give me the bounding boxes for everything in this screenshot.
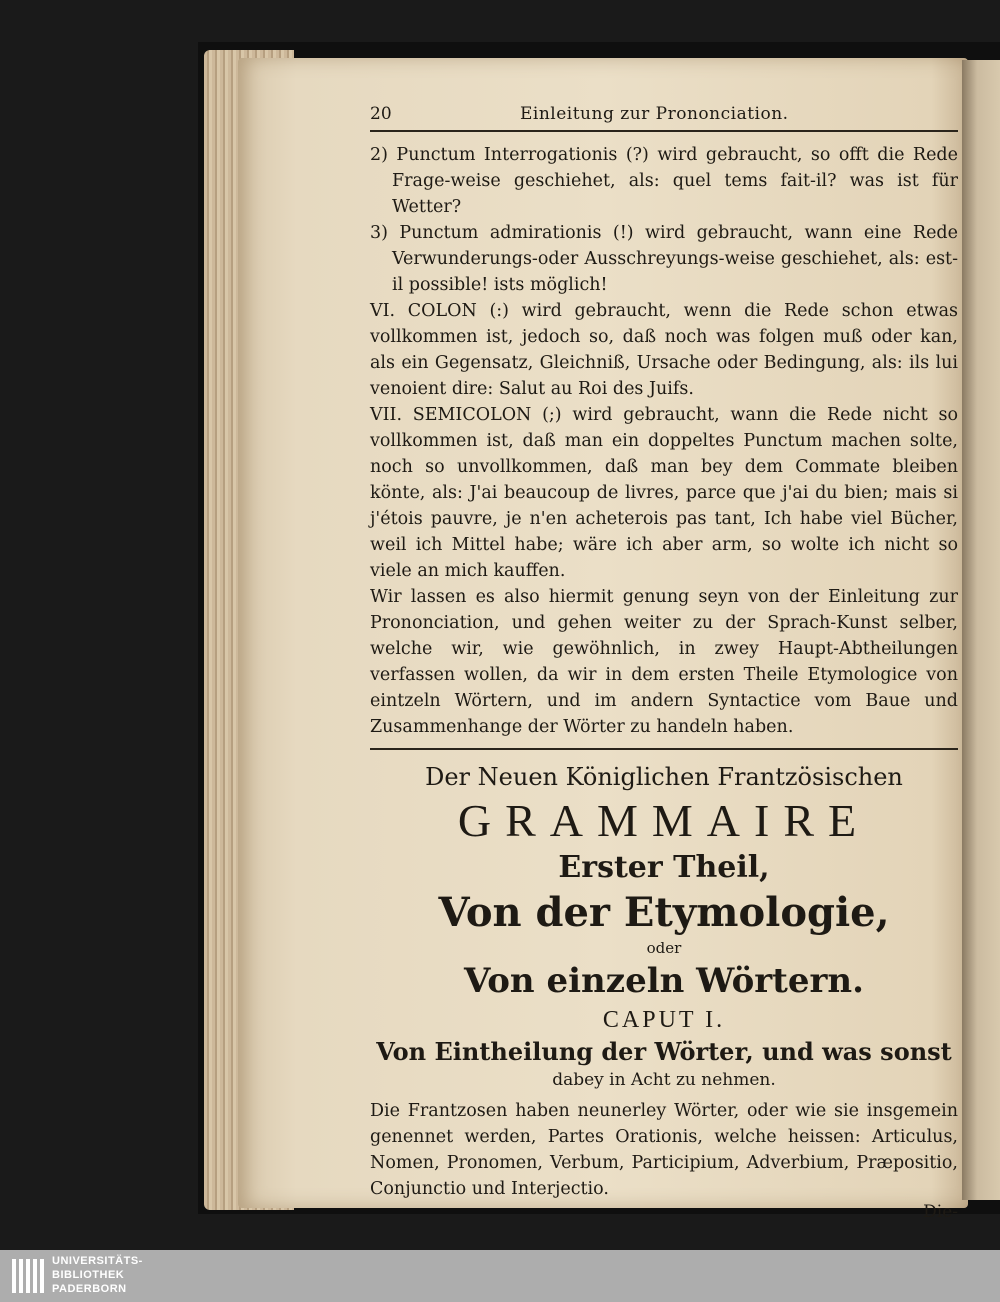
library-line-2: BIBLIOTHEK [52,1269,125,1281]
paragraph-interrogation: 2) Punctum Interrogationis (?) wird gebraucht, so offt die Rede Frage-weise geschiehet, als: quel tems fait-il? was ist für Wetter? [370,145,958,217]
library-name [52,1254,143,1296]
library-line-1: UNIVERSITÄTS- [52,1255,143,1267]
paragraph-conclusion: Wir lassen es also hiermit genung seyn von der Einleitung zur Prononciation, und gehen weiter zu der Sprach-Kunst selber, welche wir, wie gewöhnlich, in zwey Haupt-Abtheilungen verfassen wollen, da wir in dem ersten Theile Etymologice von eintzeln Wörtern, und im andern Syntactice vom Baue und Zusammenhange der Wörter zu handeln haben. [370,587,958,737]
library-logo-icon [10,1255,46,1297]
library-line-3: PADERBORN [52,1283,127,1295]
paragraph-admiration: 3) Punctum admirationis (!) wird gebraucht, wann eine Rede Verwunderungs-oder Ausschreyungs-weise geschiehet, als: est-il possible! ists möglich! [370,223,958,295]
title-line-1: Der Neuen Königlichen Frantzösischen [425,763,903,791]
chapter-subtitle: dabey in Acht zu nehmen. [552,1070,776,1090]
paragraph-colon: VI. COLON (:) wird gebraucht, wenn die Rede schon etwas vollkommen ist, jedoch so, daß noch was folgen muß oder kan, als ein Gegensatz, Gleichniß, Ursache oder Bedingung, als: ils lui venoient dire: Salut au Roi des Juifs. [370,301,958,399]
page-content [370,100,958,1239]
title-erster-theil: Erster Theil, [558,850,770,885]
chapter-title: Von Eintheilung der Wörter, und was sonst [376,1037,952,1066]
running-head-title: Einleitung zur Prononciation. [520,104,789,124]
next-page-edge [962,60,1000,1200]
footer-bar [0,1250,1000,1302]
title-grammaire: GRAMMAIRE [457,795,871,846]
chapter-heading: CAPUT I. [602,1007,726,1033]
section-divider [370,748,958,750]
paragraph-parts-of-speech: Die Frantzosen haben neunerley Wörter, oder wie sie insgemein genennet werden, Partes Orationis, welche heissen: Articulus, Nomen, Pronomen, Verbum, Participium, Adverbium, Præpositio, Conjunctio und Interjectio. [370,1101,958,1199]
catchword: Die- [923,1202,958,1222]
title-oder: oder [646,939,682,957]
running-head [370,100,958,132]
title-einzeln-woertern: Von einzeln Wörtern. [464,961,864,1001]
title-etymologie: Von der Etymologie, [438,889,890,936]
paragraph-semicolon: VII. SEMICOLON (;) wird gebraucht, wann die Rede nicht so vollkommen ist, daß man ein doppeltes Punctum machen solte, noch so unvollkommen, daß man bey dem Commate bleiben könte, als: J'ai beaucoup de livres, parce que j'ai du bien; mais si j'étois pauvre, je n'en acheterois pas tant, Ich habe viel Bücher, weil ich Mittel habe; wäre ich aber arm, so wolte ich nicht so viele an mich kauffen. [370,405,958,581]
page-number: 20 [370,104,392,124]
